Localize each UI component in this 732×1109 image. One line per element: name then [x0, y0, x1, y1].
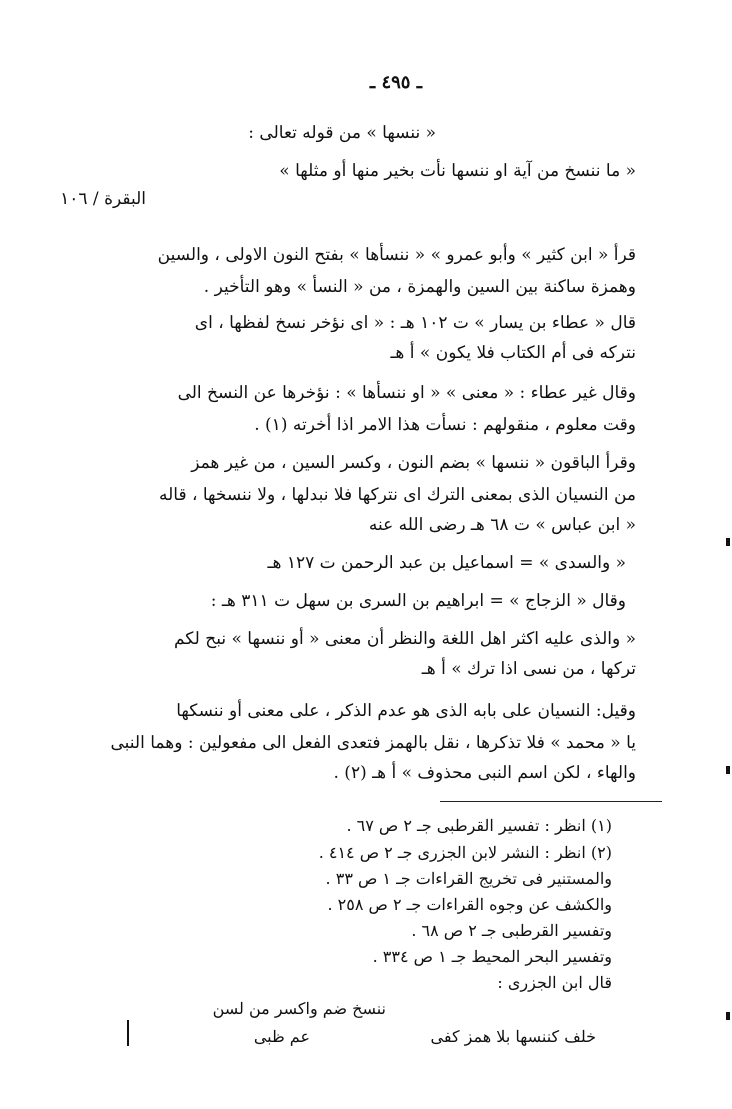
body-line: قرأ « ابن كثير » وأبو عمرو » « ننسأها » بفتح النون الاولى ، والسين: [157, 245, 636, 265]
body-line: « والذى عليه اكثر اهل اللغة والنظر أن معنى « أو ننسها » نبح لكم: [173, 629, 636, 649]
body-line: « والسدى » = اسماعيل بن عبد الرحمن ت ١٢٧ هـ: [267, 553, 626, 573]
footnote: قال ابن الجزرى :: [497, 973, 612, 992]
body-line: والهاء ، لكن اسم النبى محذوف » أ هـ (٢) .: [333, 763, 636, 783]
scan-speck: [726, 766, 730, 774]
footnote: وتفسير القرطبى جـ ٢ ص ٦٨ .: [411, 921, 612, 940]
scan-speck: [726, 1012, 730, 1020]
verse-reference: البقرة / ١٠٦: [60, 189, 146, 209]
body-line: « ابن عباس » ت ٦٨ هـ رضى الله عنه: [368, 515, 636, 535]
footnote: وتفسير البحر المحيط جـ ١ ص ٣٣٤ .: [372, 947, 612, 966]
body-line: وقت معلوم ، منقولهم : نسأت هذا الامر اذا أخرته (١) .: [254, 415, 636, 435]
body-line: وقال غير عطاء : « معنى » « او ننسأها » : نؤخرها عن النسخ الى: [177, 383, 636, 403]
body-line: وقال « الزجاج » = ابراهيم بن السرى بن سهل ت ٣١١ هـ :: [210, 591, 626, 611]
footnote: (٢) انظر : النشر لابن الجزرى جـ ٢ ص ٤١٤ .: [318, 843, 612, 862]
scan-speck: [726, 538, 730, 546]
body-line: وهمزة ساكنة بين السين والهمزة ، من « النسأ » وهو التأخير .: [203, 277, 636, 297]
footnote: (١) انظر : تفسير القرطبى جـ ٢ ص ٦٧ .: [346, 816, 612, 835]
verse-line: « ما ننسخ من آية او ننسها نأت بخير منها أو مثلها »: [279, 161, 636, 181]
scan-edge-line: [127, 1020, 129, 1046]
poem-verse: ننسخ ضم واكسر من لسن: [212, 999, 386, 1018]
poem-verse: عم ظبى: [253, 1027, 310, 1046]
body-line: نتركه فى أم الكتاب فلا يكون » أ هـ: [390, 343, 636, 363]
body-line: تركها ، من نسى اذا ترك » أ هـ: [421, 659, 636, 679]
footnote-divider: [440, 801, 662, 802]
body-line: من النسيان الذى بمعنى الترك اى نتركها فلا نبدلها ، ولا ننسخها ، قاله: [158, 485, 636, 505]
body-line: يا « محمد » فلا تذكرها ، نقل بالهمز فتعدى الفعل الى مفعولين : وهما النبى: [110, 733, 636, 753]
page-number: ـ ٤٩٥ ـ: [369, 72, 422, 93]
footnote: والكشف عن وجوه القراءات جـ ٢ ص ٢٥٨ .: [327, 895, 612, 914]
body-line: وقيل: النسيان على بابه الذى هو عدم الذكر ، على معنى أو ننسكها: [176, 701, 636, 721]
body-line: وقرأ الباقون « ننسها » بضم النون ، وكسر السين ، من غير همز: [191, 453, 636, 473]
poem-verse: خلف كننسها بلا همز كفى: [430, 1027, 596, 1046]
footnote: والمستنير فى تخريج القراءات جـ ١ ص ٣٣ .: [325, 869, 612, 888]
body-line: قال « عطاء بن يسار » ت ١٠٢ هـ : « اى نؤخر نسخ لفظها ، اى: [194, 313, 636, 333]
body-line: « ننسها » من قوله تعالى :: [248, 123, 436, 143]
